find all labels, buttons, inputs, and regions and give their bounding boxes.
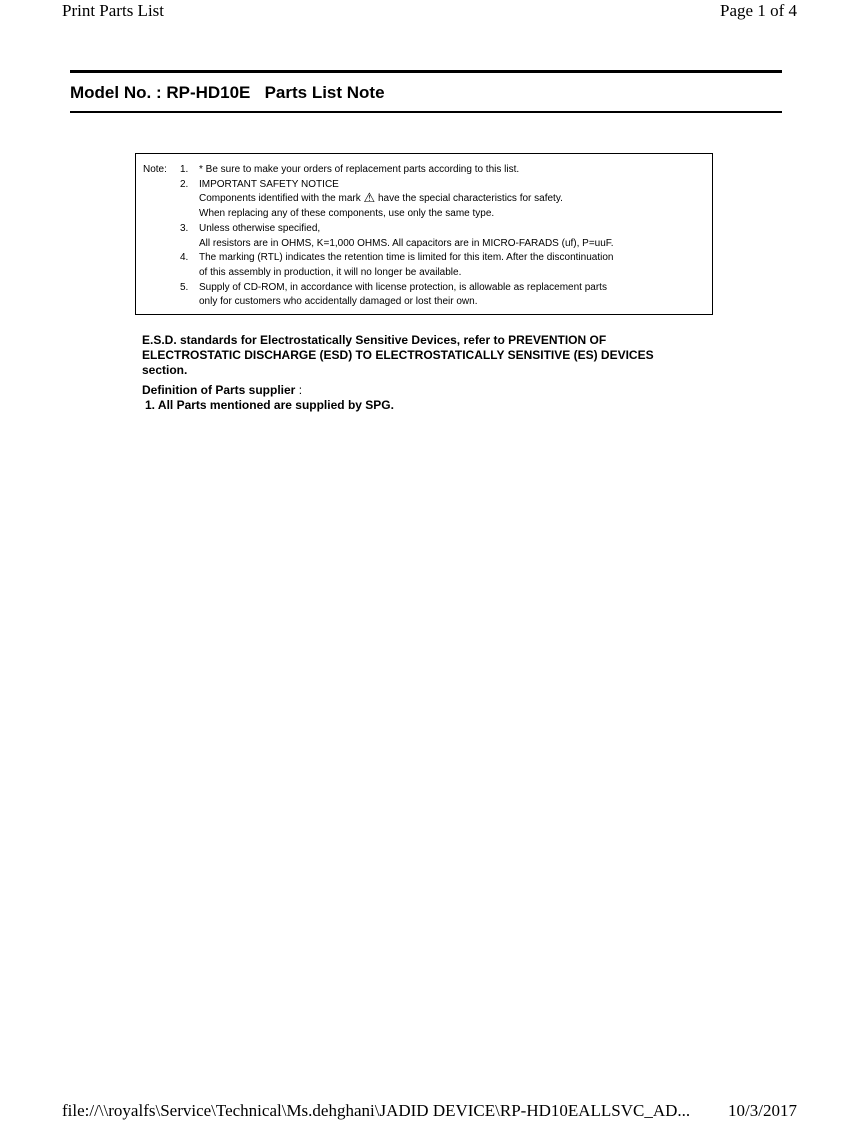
- esd-statement: [142, 333, 654, 378]
- note-list: [180, 163, 710, 310]
- model-number: Model No. : RP-HD10E: [70, 83, 251, 102]
- note-text: Supply of CD-ROM, in accordance with license protection, is allowable as replacement parts: [199, 281, 607, 293]
- note-text: The marking (RTL) indicates the retention time is limited for this item. After the discontinuation: [199, 252, 614, 264]
- top-rule: [70, 70, 782, 73]
- note-text: IMPORTANT SAFETY NOTICE: [199, 178, 339, 190]
- esd-line: ELECTROSTATIC DISCHARGE (ESD) TO ELECTROSTATICALLY SENSITIVE (ES) DEVICES: [142, 348, 654, 362]
- esd-line: section.: [142, 363, 188, 377]
- page-indicator: Page 1 of 4: [720, 1, 797, 20]
- note-number: 2.: [180, 178, 189, 190]
- note-item-5: [180, 281, 710, 310]
- bottom-rule: [70, 111, 782, 113]
- note-text: * Be sure to make your orders of replacement parts according to this list.: [199, 164, 520, 175]
- note-item-4: [180, 251, 710, 280]
- model-heading: [70, 82, 385, 104]
- note-number: 4.: [180, 252, 189, 264]
- warning-triangle-icon: ⚠: [363, 190, 376, 206]
- definition-title: [142, 383, 394, 398]
- print-title: Print Parts List: [62, 1, 165, 20]
- note-text: All resistors are in OHMS, K=1,000 OHMS. All capacitors are in MICRO-FARADS (uf), P=uuF.: [199, 237, 614, 249]
- note-item-1: [180, 163, 710, 178]
- definition-colon: :: [298, 383, 303, 397]
- note-item-3: [180, 222, 710, 251]
- note-number: 3.: [180, 222, 189, 234]
- print-date: 10/3/2017: [728, 1101, 797, 1120]
- supplier-item: 1. All Parts mentioned are supplied by SPG.: [145, 398, 394, 412]
- note-text: Unless otherwise specified,: [199, 222, 321, 234]
- file-path: file://\\royalfs\Service\Technical\Ms.dehghani\JADID DEVICE\RP-HD10EALLSVC_AD...: [62, 1101, 691, 1120]
- parts-supplier-definition: [142, 383, 394, 413]
- note-box: [135, 153, 713, 315]
- note-text: only for customers who accidentally damaged or lost their own.: [199, 296, 478, 308]
- safety-mark-line: [199, 192, 710, 207]
- note-text: Components identified with the mark: [199, 193, 361, 205]
- note-text: have the special characteristics for safety.: [377, 193, 563, 205]
- note-text: When replacing any of these components, use only the same type.: [199, 208, 495, 220]
- note-number: 5.: [180, 281, 189, 293]
- note-text: of this assembly in production, it will no longer be available.: [199, 266, 462, 278]
- parts-list-note-title: Parts List Note: [264, 83, 385, 102]
- note-number: 1.: [180, 164, 189, 175]
- definition-title-text: Definition of Parts supplier: [142, 383, 296, 397]
- note-label: Note:: [143, 164, 167, 175]
- esd-line: E.S.D. standards for Electrostatically Sensitive Devices, refer to PREVENTION OF: [142, 333, 607, 347]
- note-item-2: [180, 178, 710, 222]
